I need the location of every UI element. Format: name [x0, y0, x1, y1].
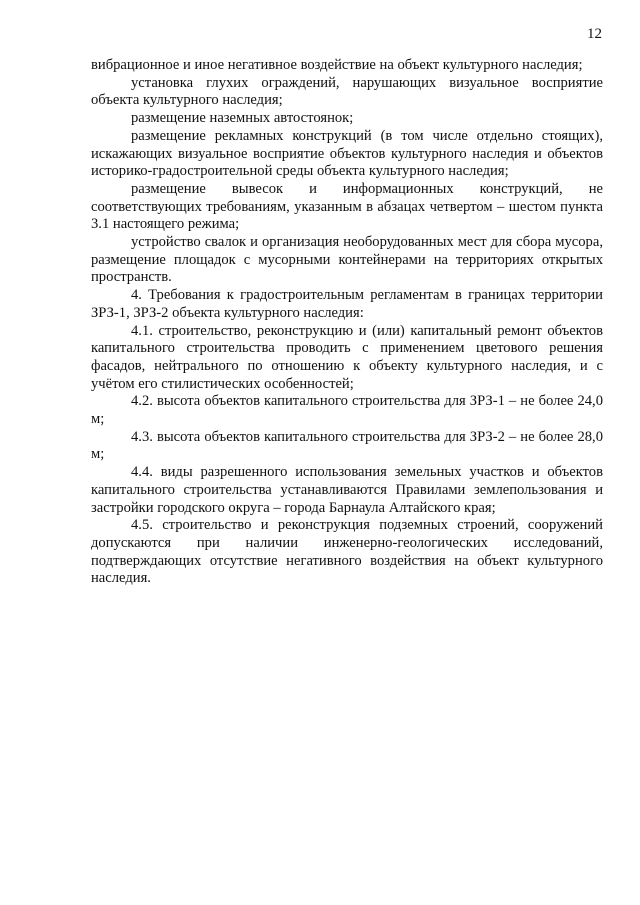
clause-4-4: 4.4. виды разрешенного использования земельных участков и объектов капитального строительства устанавливаются Правилами землепользования и застройки городского округа – города Барнаула Алтайского края; [91, 464, 603, 516]
clause-4-3: 4.3. высота объектов капитального строительства для ЗРЗ-2 – не более 28,0 м; [91, 428, 603, 463]
paragraph-signage: размещение вывесок и информационных конструкций, не соответствующих требованиям, указанным в абзацах четвертом – шестом пункта 3.1 настоящего режима; [91, 180, 603, 233]
clause-4-5: 4.5. строительство и реконструкция подземных строений, сооружений допускаются при наличии инженерно-геологических исследований, подтверждающих отсутствие негативного воздействия на объект культурного наследия. [91, 517, 603, 587]
clause-4-2: 4.2. высота объектов капитального строительства для ЗРЗ-1 – не более 24,0 м; [91, 393, 603, 428]
paragraph-advertising: размещение рекламных конструкций (в том числе отдельно стоящих), искажающих визуальное восприятие объектов культурного наследия и объектов историко-градостроительной среды объекта культурного наследия; [91, 127, 603, 180]
section-4-heading: 4. Требования к градостроительным регламентам в границах территории ЗРЗ-1, ЗРЗ-2 объекта культурного наследия: [91, 287, 603, 321]
paragraph-fences: установка глухих ограждений, нарушающих визуальное восприятие объекта культурного наследия; [91, 74, 603, 109]
paragraph-waste: устройство свалок и организация необорудованных мест для сбора мусора, размещение площадок с мусорными контейнерами на территориях открытых пространств. [91, 234, 603, 286]
paragraph-continuation: вибрационное и иное негативное воздействие на объект культурного наследия; [91, 57, 583, 73]
page-number: 12 [587, 26, 602, 42]
clause-4-1: 4.1. строительство, реконструкцию и (или) капитальный ремонт объектов капитального строительства проводить с применением цветового решения фасадов, нейтрального по отношению к объекту культурного наследия, и с учётом его стилистических особенностей; [91, 322, 603, 392]
document-body [91, 57, 603, 588]
paragraph-parking: размещение наземных автостоянок; [131, 110, 354, 127]
